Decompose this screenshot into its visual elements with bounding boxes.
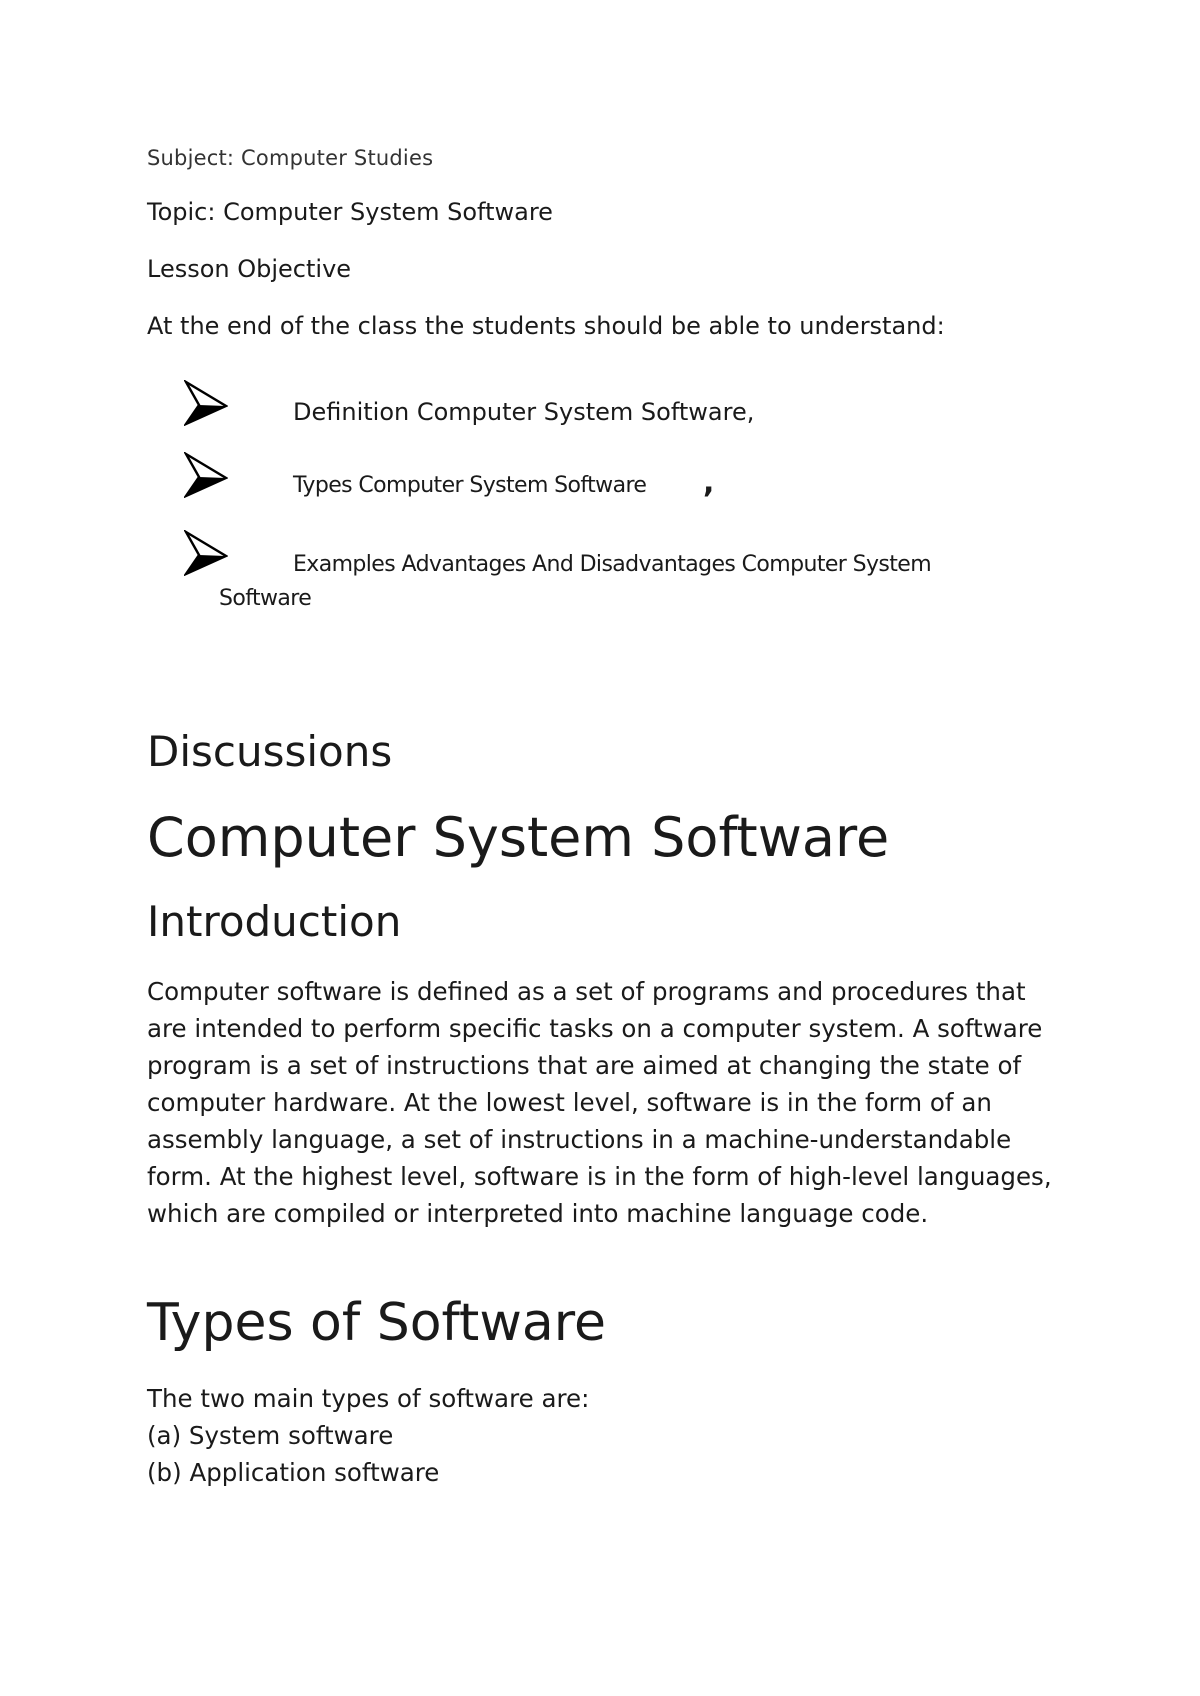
objective-heading: Lesson Objective	[147, 255, 352, 283]
introduction-paragraph: Computer software is defined as a set of programs and procedures that are intended to perform specific tasks on a computer system. A software program is a set of instructions that are aimed at changing the state of computer hardware. At the lowest level, software is in the form of an assembly language, a set of instructions in a machine-understandable form. At the highest level, software is in the form of high-level languages, which are compiled or interpreted into machine language code.	[147, 977, 1052, 1228]
types-heading: Types of Software	[147, 1293, 606, 1353]
objective-item-continuation: Software	[219, 586, 312, 611]
arrowhead-bullet-icon	[184, 380, 228, 426]
objective-intro: At the end of the class the students should be able to understand:	[147, 312, 945, 340]
subject-line: Subject: Computer Studies	[147, 146, 434, 170]
introduction-heading: Introduction	[147, 897, 402, 946]
types-list	[147, 1380, 589, 1491]
arrowhead-bullet-icon	[184, 530, 228, 576]
objective-item-text: Examples Advantages And Disadvantages Computer System	[293, 552, 932, 577]
main-heading: Computer System Software	[147, 806, 890, 869]
objective-item-comma: ,	[703, 465, 715, 500]
objective-item-text: Types Computer System Software	[293, 473, 647, 498]
arrowhead-bullet-icon	[184, 452, 228, 498]
types-list-item: (b) Application software	[147, 1458, 440, 1487]
types-list-item: (a) System software	[147, 1421, 394, 1450]
discussions-heading: Discussions	[147, 727, 393, 776]
types-intro: The two main types of software are:	[147, 1384, 590, 1413]
objective-item-text: Definition Computer System Software,	[293, 398, 755, 426]
topic-line: Topic: Computer System Software	[147, 198, 553, 226]
